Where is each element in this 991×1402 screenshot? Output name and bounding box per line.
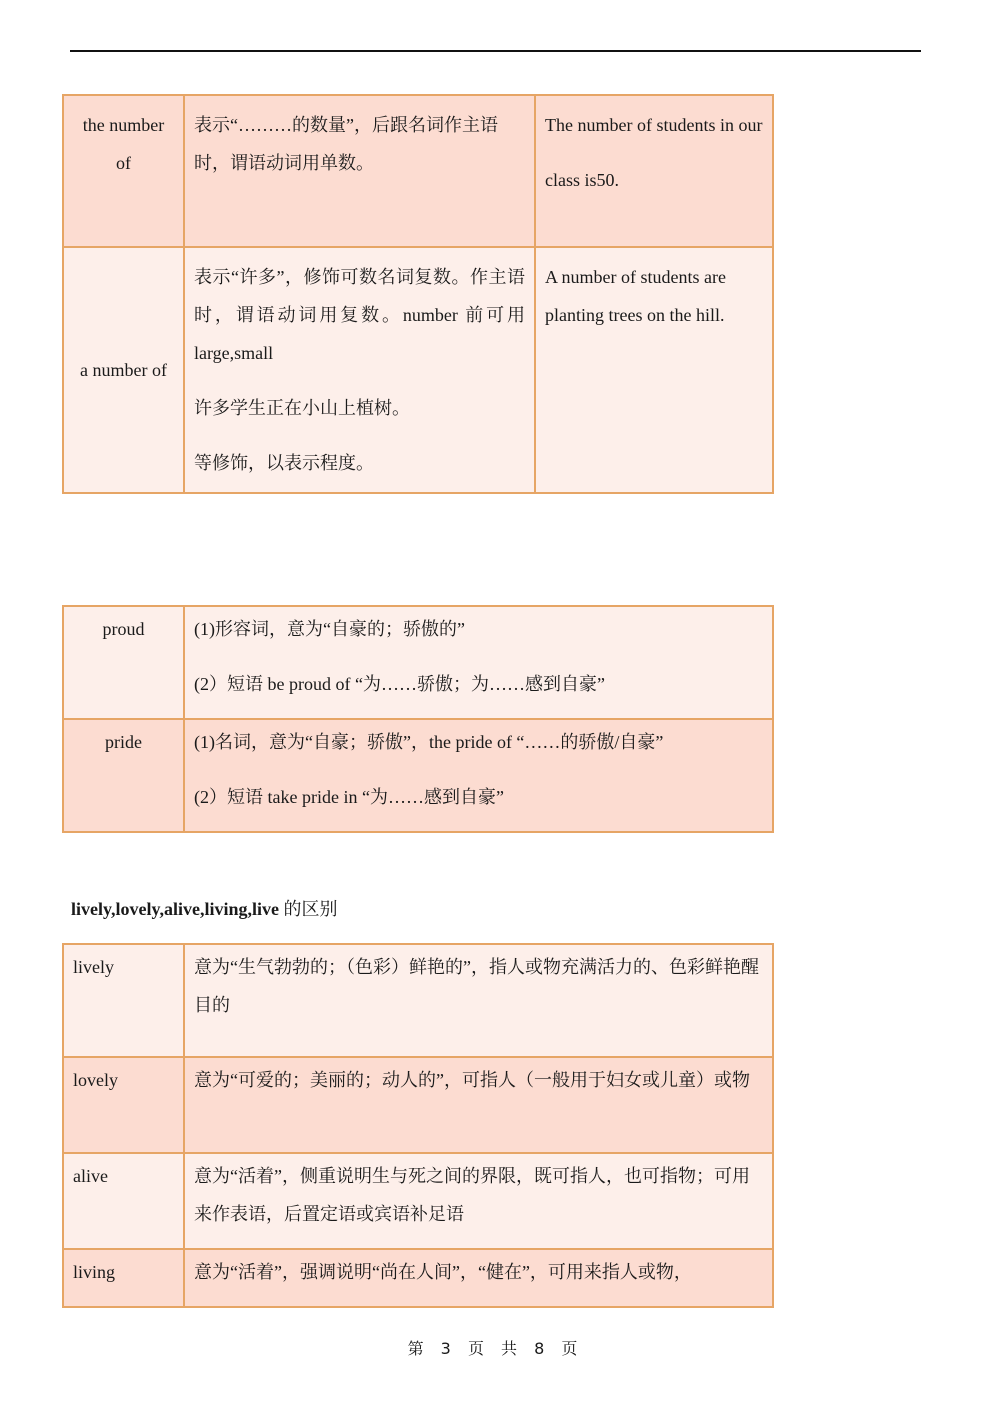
- term-cell: [63, 247, 184, 493]
- table-row: [63, 719, 773, 832]
- explanation-cell: [184, 719, 773, 832]
- table-row: [63, 606, 773, 719]
- term-text: lovely: [73, 1070, 118, 1090]
- example-text: class is50.: [545, 170, 619, 190]
- explanation-text: 意为“生气勃勃的；（色彩）鲜艳的”，指人或物充满活力的、色彩鲜艳醒目的: [194, 957, 759, 1015]
- term-cell: [63, 95, 184, 247]
- term-cell: [63, 1057, 184, 1153]
- heading-terms: lively,lovely,alive,living,live: [71, 899, 279, 919]
- number-of-table: [62, 94, 774, 494]
- explanation-text: 等修饰，以表示程度。: [194, 453, 374, 473]
- term-text: lively: [73, 957, 114, 977]
- example-cell: [535, 95, 773, 247]
- explanation-text: (1)名词，意为“自豪；骄傲”，the pride of “……的骄傲/自豪”: [194, 732, 664, 752]
- term-line: the number: [82, 115, 165, 135]
- term-cell: [63, 1153, 184, 1249]
- term-cell: [63, 719, 184, 832]
- explanation-text: (2）短语 be proud of “为……骄傲；为……感到自豪”: [194, 674, 605, 694]
- explanation-cell: [184, 944, 773, 1057]
- table-row: [63, 944, 773, 1057]
- example-text: The number of students in our: [545, 115, 763, 135]
- explanation-cell: [184, 1249, 773, 1307]
- table-row: [63, 1153, 773, 1249]
- example-cell: [535, 247, 773, 493]
- table-row: [63, 247, 773, 493]
- term-text: proud: [102, 619, 145, 639]
- explanation-cell: [184, 1153, 773, 1249]
- lively-lovely-table: [62, 943, 774, 1308]
- proud-pride-table: [62, 605, 774, 833]
- explanation-cell: [184, 247, 535, 493]
- term-text: alive: [73, 1166, 108, 1186]
- header-rule: [70, 50, 921, 52]
- term-cell: [63, 1249, 184, 1307]
- table-row: [63, 1057, 773, 1153]
- table-row: [63, 1249, 773, 1307]
- term-line: of: [116, 153, 131, 173]
- explanation-text: 意为“活着”，侧重说明生与死之间的界限，既可指人，也可指物；可用来作表语，后置定语或宾语补足语: [194, 1166, 750, 1224]
- explanation-text: (1)形容词，意为“自豪的；骄傲的”: [194, 619, 465, 639]
- page-number: 第 3 页 共 8 页: [407, 1339, 584, 1358]
- explanation-text: 许多学生正在小山上植树。: [194, 398, 410, 418]
- explanation-text: 意为“可爱的；美丽的；动人的”，可指人（一般用于妇女或儿童）或物: [194, 1070, 750, 1090]
- explanation-cell: [184, 606, 773, 719]
- table-row: [63, 95, 773, 247]
- term-cell: [63, 944, 184, 1057]
- term-line: a number of: [80, 360, 167, 380]
- explanation-cell: [184, 95, 535, 247]
- term-text: pride: [105, 732, 142, 752]
- explanation-text: 意为“活着”，强调说明“尚在人间”，“健在”，可用来指人或物，: [194, 1262, 692, 1282]
- term-cell: [63, 606, 184, 719]
- heading-suffix: 的区别: [279, 899, 338, 919]
- example-text: A number of students are planting trees on the hill.: [545, 267, 726, 325]
- section-heading: [71, 895, 338, 921]
- explanation-text: 表示“许多”，修饰可数名词复数。作主语时，谓语动词用复数。number 前可用 large,small: [194, 267, 525, 363]
- term-text: living: [73, 1262, 116, 1282]
- explanation-text: 表示“………的数量”，后跟名词作主语时，谓语动词用单数。: [194, 115, 498, 173]
- explanation-text: (2）短语 take pride in “为……感到自豪”: [194, 787, 504, 807]
- explanation-cell: [184, 1057, 773, 1153]
